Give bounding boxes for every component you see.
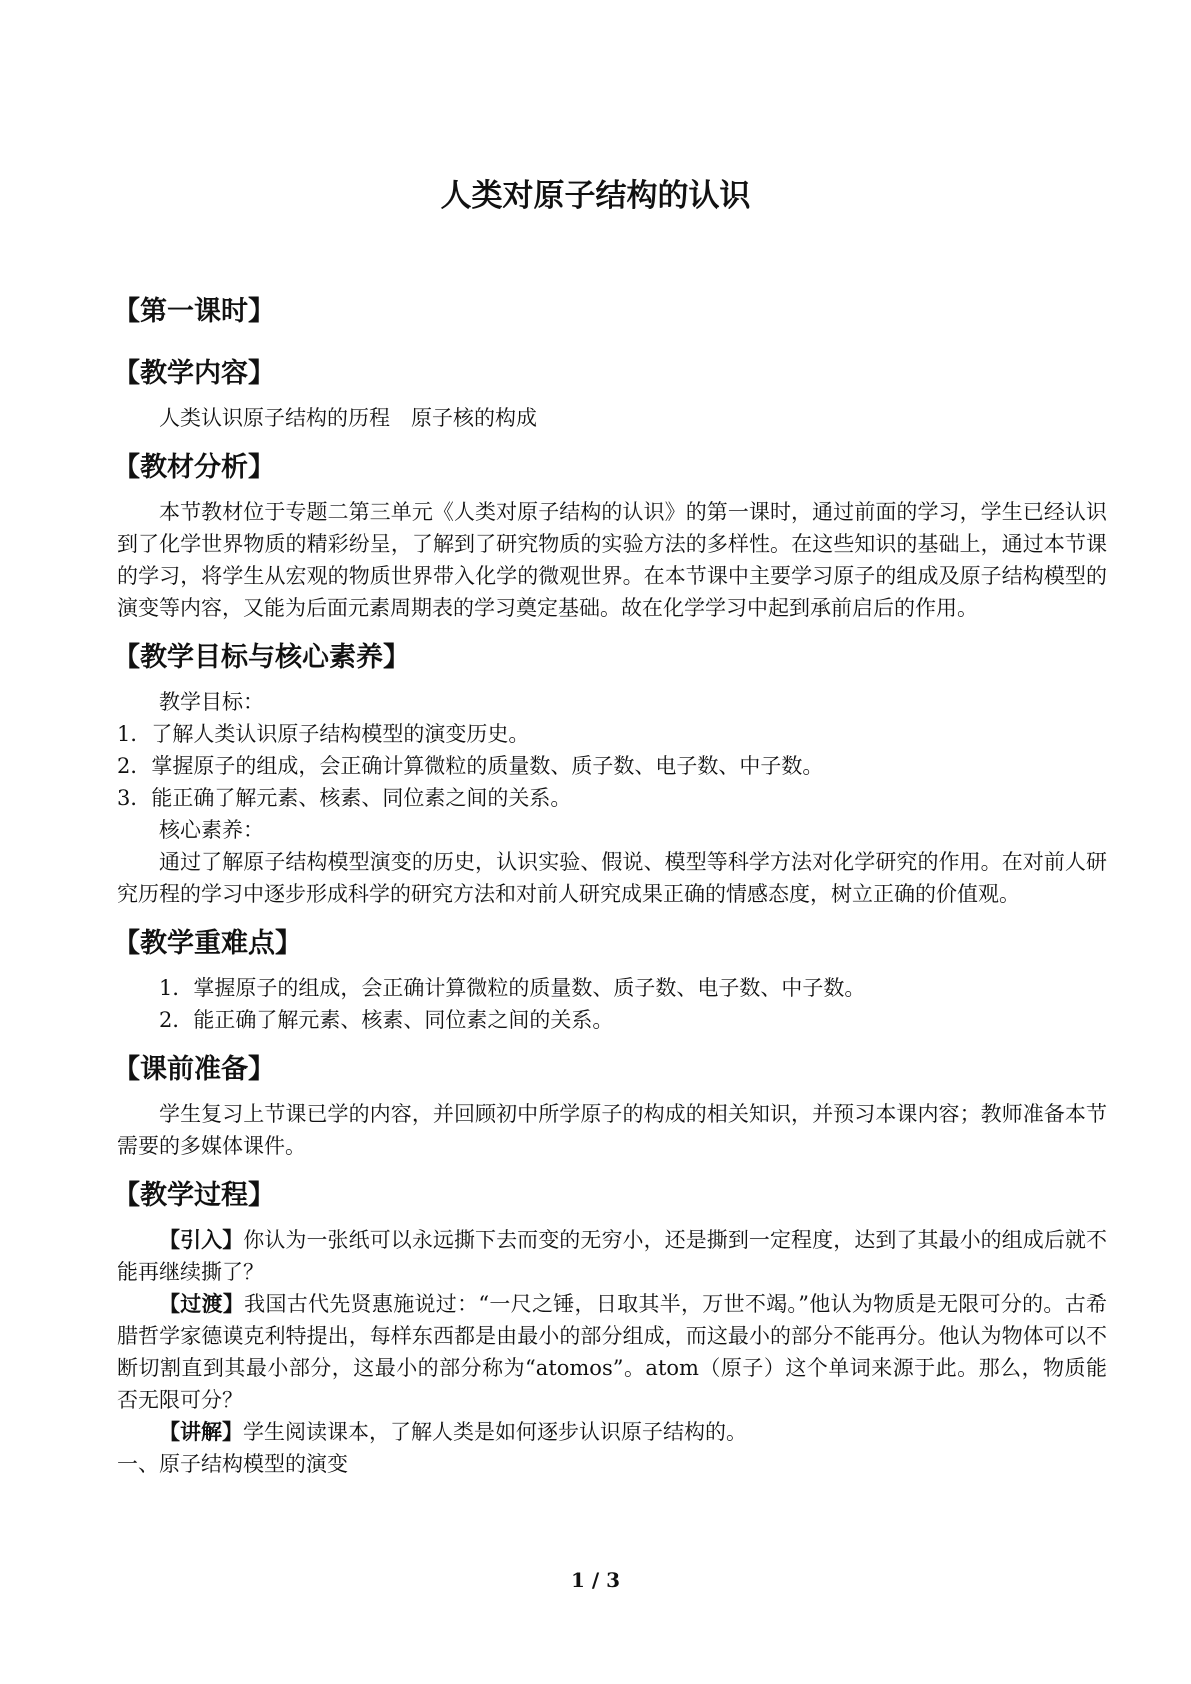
transition-tag: 【过渡】 bbox=[159, 1291, 245, 1316]
goals-label: 教学目标： bbox=[159, 690, 264, 714]
goal-item: 3．能正确了解元素、核素、同位素之间的关系。 bbox=[117, 786, 572, 810]
page-number bbox=[0, 1568, 1191, 1592]
analysis-heading: 【教材分析】 bbox=[113, 452, 275, 483]
document-title: 人类对原子结构的认识 bbox=[440, 178, 751, 214]
analysis-text: 本节教材位于专题二第三单元《人类对原子结构的认识》的第一课时，通过前面的学习，学生已经认识到了化学世界物质的精彩纷呈，了解到了研究物质的实验方法的多样性。在这些知识的基础上，通过本节课的学习，将学生从宏观的物质世界带入化学的微观世界。在本节课中主要学习原子的组成及原子结构模型的演变等内容，又能为后面元素周期表的学习奠定基础。故在化学学习中起到承前启后的作用。 bbox=[117, 500, 1107, 620]
keypoint-item: 1．掌握原子的组成，会正确计算微粒的质量数、质子数、电子数、中子数。 bbox=[159, 976, 866, 1000]
page-current: 1 bbox=[570, 1568, 585, 1592]
explain-paragraph bbox=[117, 1416, 1107, 1448]
keypoint-item: 2．能正确了解元素、核素、同位素之间的关系。 bbox=[159, 1008, 614, 1032]
page-total: 3 bbox=[606, 1568, 621, 1592]
document-body bbox=[113, 294, 1108, 1480]
goal-item: 2．掌握原子的组成，会正确计算微粒的质量数、质子数、电子数、中子数。 bbox=[117, 754, 824, 778]
process-heading: 【教学过程】 bbox=[113, 1180, 275, 1211]
goal-item: 1．了解人类认识原子结构模型的演变历史。 bbox=[117, 722, 530, 746]
explain-tag: 【讲解】 bbox=[159, 1419, 243, 1444]
intro-text: 你认为一张纸可以永远撕下去而变的无穷小，还是撕到一定程度，达到了其最小的组成后就不能再继续撕了？ bbox=[117, 1228, 1108, 1284]
page-separator: / bbox=[591, 1568, 600, 1592]
core-label: 核心素养： bbox=[159, 818, 264, 842]
transition-paragraph bbox=[117, 1288, 1107, 1416]
content-text: 人类认识原子结构的历程 原子核的构成 bbox=[159, 406, 537, 430]
content-heading: 【教学内容】 bbox=[113, 358, 275, 389]
model-subheading: 一、原子结构模型的演变 bbox=[117, 1452, 348, 1476]
intro-tag: 【引入】 bbox=[159, 1227, 244, 1252]
core-text: 通过了解原子结构模型演变的历史，认识实验、假说、模型等科学方法对化学研究的作用。在对前人研究历程的学习中逐步形成科学的研究方法和对前人研究成果正确的情感态度，树立正确的价值观。 bbox=[117, 850, 1107, 906]
prep-text: 学生复习上节课已学的内容，并回顾初中所学原子的构成的相关知识，并预习本课内容；教师准备本节需要的多媒体课件。 bbox=[117, 1102, 1107, 1158]
prep-heading: 【课前准备】 bbox=[113, 1054, 275, 1085]
explain-text: 学生阅读课本，了解人类是如何逐步认识原子结构的。 bbox=[243, 1420, 747, 1444]
transition-text: 我国古代先贤惠施说过：“一尺之锤，日取其半，万世不竭。”他认为物质是无限可分的。古希腊哲学家德谟克利特提出，每样东西都是由最小的部分组成，而这最小的部分不能再分。他认为物体可以不断切割直到其最小部分，这最小的部分称为“atomos”。atom（原子）这个单词来源于此。那么，物质能否无限可分？ bbox=[117, 1292, 1108, 1412]
goals-heading: 【教学目标与核心素养】 bbox=[113, 642, 410, 673]
intro-paragraph bbox=[117, 1224, 1107, 1288]
lesson-heading: 【第一课时】 bbox=[113, 296, 275, 327]
keypoints-heading: 【教学重难点】 bbox=[113, 928, 302, 959]
